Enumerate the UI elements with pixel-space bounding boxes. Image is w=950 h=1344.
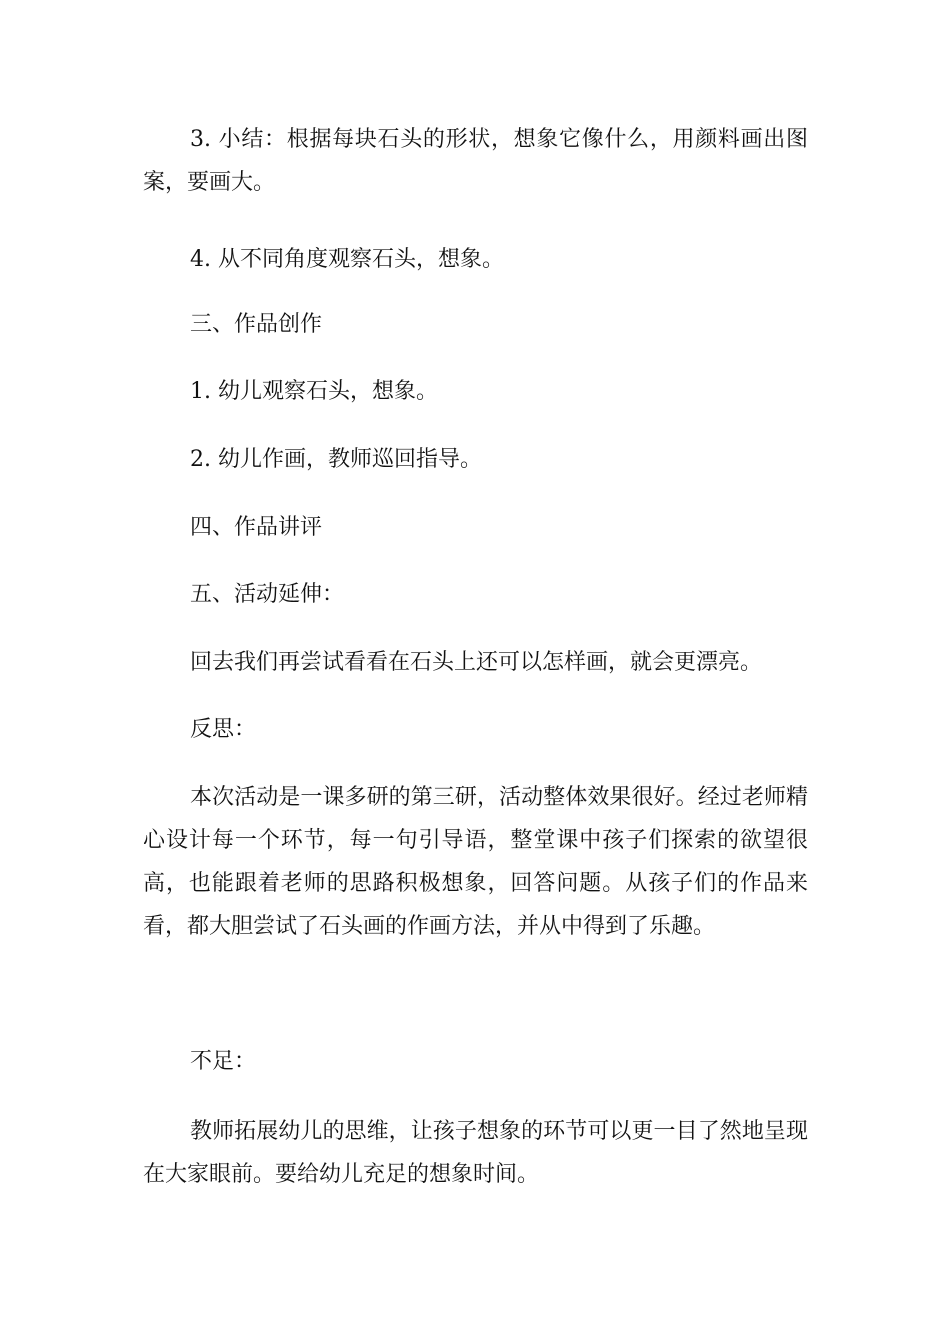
heading-reflection: 反思：: [190, 717, 257, 742]
paragraph-extension: 回去我们再尝试看看在石头上还可以怎样画，就会更漂亮。: [190, 650, 763, 675]
paragraph-summary-step-3: 3. 小结：根据每块石头的形状，想象它像什么，用颜料画出图案，要画大。: [143, 127, 808, 195]
heading-shortcomings: 不足：: [190, 1049, 257, 1074]
heading-section-5: 五、活动延伸：: [190, 582, 345, 607]
paragraph-reflection-body: 本次活动是一课多研的第三研，活动整体效果很好。经过老师精心设计每一个环节，每一句引导语，整堂课中孩子们探索的欲望很高，也能跟着老师的思路积极想象，回答问题。从孩子们的作品来看，都大胆尝试了石头画的作画方法，并从中得到了乐趣。: [143, 785, 808, 939]
paragraph-creation-step-2: 2. 幼儿作画，教师巡回指导。: [190, 447, 482, 472]
paragraph-shortcomings-body: 教师拓展幼儿的思维，让孩子想象的环节可以更一目了然地呈现在大家眼前。要给幼儿充足的想象时间。: [143, 1119, 808, 1187]
paragraph-creation-step-1: 1. 幼儿观察石头，想象。: [190, 379, 438, 404]
heading-section-3: 三、作品创作: [190, 312, 323, 337]
heading-section-4: 四、作品讲评: [190, 515, 323, 540]
paragraph-step-4: 4. 从不同角度观察石头，想象。: [190, 247, 504, 272]
